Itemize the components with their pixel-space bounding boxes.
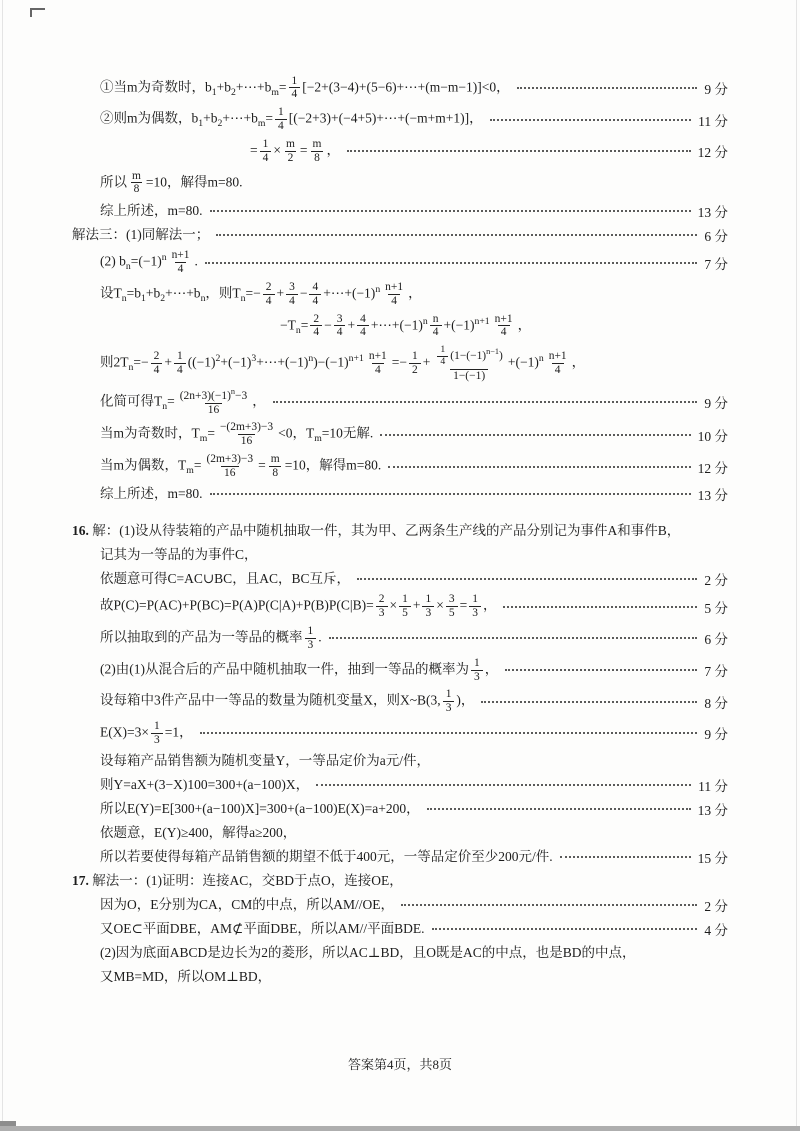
score-mark: 9 分 xyxy=(704,727,728,743)
subscript: n xyxy=(200,293,206,305)
line-content: 记其为一等品的为事件C， xyxy=(100,546,258,562)
line-content: = $\frac{1}{4}$ × $\frac{m}{2}$ = $\frac{m}{8}$ ， xyxy=(250,137,340,164)
fraction: $\frac{1}{3}$ xyxy=(305,625,317,652)
dot-leader xyxy=(316,784,691,786)
dot-leader xyxy=(329,637,698,639)
subscript: m xyxy=(186,465,194,477)
superscript: 3 xyxy=(251,353,257,365)
scan-edge-right xyxy=(796,0,797,1131)
fraction: $\frac{1}{4}$ xyxy=(174,350,186,377)
math-line xyxy=(72,823,728,844)
line-content: 当m为奇数时，$T_m=$ $\frac{-(2m+3)-3}{16}$ <0，$T_m=10$无解. xyxy=(100,421,374,448)
score-mark: 13 分 xyxy=(697,488,728,504)
line-content: 所以若要使得每箱产品销售额的期望不低于400元，一等品定价至少200元/件. xyxy=(100,849,553,865)
dot-leader xyxy=(273,401,698,403)
fraction: $\frac{-(2m+3)-3}{16}$ xyxy=(219,421,274,448)
score-mark: 9 分 xyxy=(704,396,728,412)
subscript: 2 xyxy=(231,86,236,98)
superscript: n xyxy=(308,353,314,365)
score-mark: 2 分 xyxy=(704,572,728,588)
line-content: 所以 $\frac{m}{8}$ =10，解得m=80. xyxy=(100,169,243,196)
fraction: $\frac{4}{4}$ xyxy=(357,313,369,340)
dot-leader xyxy=(401,904,697,906)
fraction: $\frac{1}{3}$ xyxy=(471,657,483,684)
dot-leader xyxy=(216,234,697,236)
line-content: 依题意，E(Y)≥400，解得a≥200， xyxy=(100,825,297,841)
score-mark: 12 分 xyxy=(697,460,728,476)
math-line xyxy=(72,312,728,341)
score-mark: 12 分 xyxy=(697,145,728,161)
question-number: 16. xyxy=(72,522,93,538)
math-line xyxy=(72,248,728,277)
dot-leader xyxy=(380,434,690,436)
score-mark: 13 分 xyxy=(697,803,728,819)
superscript: n+1 xyxy=(348,353,364,365)
fraction: $\frac{n}{4}$ xyxy=(430,313,442,340)
subscript: n xyxy=(121,293,127,305)
fraction: $\frac{1}{3}$ xyxy=(443,688,455,715)
superscript: 2 xyxy=(215,353,221,365)
math-line xyxy=(72,751,728,772)
fraction: $\frac{2}{4}$ xyxy=(151,350,163,377)
superscript: n−1 xyxy=(486,347,500,357)
dot-leader xyxy=(347,150,691,152)
score-mark: 7 分 xyxy=(704,664,728,680)
score-mark: 7 分 xyxy=(704,256,728,272)
subscript: m xyxy=(314,433,322,445)
subscript: m xyxy=(271,86,279,98)
math-line xyxy=(72,967,728,988)
math-line xyxy=(72,484,728,505)
subscript: 1 xyxy=(140,293,146,305)
fraction: $\frac{1}{3}$ xyxy=(469,593,481,620)
fraction: $\frac{3}{5}$ xyxy=(446,593,458,620)
fraction: $\frac{2}{4}$ xyxy=(263,281,275,308)
line-content: 故P(C)=P(AC)+P(BC)=P(A)P(C|A)+P(B)P(C|B)= $\frac{2}{3}$ × $\frac{1}{5}$ + $\frac{1}{3}$ × $\frac{3}{5}$ = $\frac{1}{3}$ ， xyxy=(100,593,497,620)
line-content: 综上所述，m=80. xyxy=(100,202,203,218)
superscript: n xyxy=(230,386,236,396)
subscript: 2 xyxy=(160,293,166,305)
dot-leader xyxy=(503,606,697,608)
fraction: $\frac{2}{4}$ xyxy=(310,313,322,340)
fraction: $\frac{3}{4}$ xyxy=(286,281,298,308)
registration-mark-icon xyxy=(30,8,45,17)
fraction: $\frac{1}{2}$ xyxy=(409,350,421,377)
superscript: n+1 xyxy=(474,315,490,327)
line-content: ①当m为奇数时，$b_1+b_2+\cdots+b_m=$ $\frac{1}{4}$ [−2+(3−4)+(5−6)+⋯+(m−m−1)]<0， xyxy=(100,74,510,101)
score-mark: 6 分 xyxy=(704,228,728,244)
line-content: (2) $b_n=(-1)^n$ $\frac{n+1}{4}$ . xyxy=(100,249,198,276)
fraction: $\frac{1}{4}$ $(1-(-1)^{n-1})$ 1−(−1) xyxy=(432,344,505,383)
math-line xyxy=(72,137,728,166)
dot-leader xyxy=(388,466,690,468)
math-line xyxy=(72,568,728,589)
fraction: $\frac{m}{8}$ xyxy=(270,453,280,479)
math-line xyxy=(72,224,728,245)
dot-leader xyxy=(560,856,691,858)
math-line xyxy=(72,895,728,916)
math-line xyxy=(72,420,728,449)
page-footer: 答案第4页，共8页 xyxy=(347,1057,452,1072)
fraction: $\frac{2}{3}$ xyxy=(376,593,388,620)
line-content: 综上所述，m=80. xyxy=(100,486,203,502)
fraction: $\frac{1}{4}$ xyxy=(437,345,448,368)
math-line xyxy=(72,74,728,103)
superscript: n xyxy=(538,353,544,365)
math-line xyxy=(72,105,728,134)
line-content: 设每箱产品销售额为随机变量Y，一等品定价为a元/件， xyxy=(100,753,430,769)
math-line xyxy=(72,943,728,964)
dot-leader xyxy=(490,119,692,121)
score-mark: 4 分 xyxy=(704,923,728,939)
fraction: $\frac{1}{5}$ xyxy=(399,593,411,620)
subscript: m xyxy=(257,118,266,130)
fraction: $\frac{m}{2}$ xyxy=(285,137,295,164)
math-line xyxy=(72,169,728,198)
score-mark: 13 分 xyxy=(697,204,728,220)
score-mark: 2 分 xyxy=(704,899,728,915)
question-number: 17. xyxy=(72,873,93,889)
subscript: n xyxy=(162,401,168,412)
fraction: $\frac{1}{4}$ xyxy=(260,138,272,165)
line-content: 所以E(Y)=E[300+(a−100)X]=300+(a−100)E(X)=a+200， xyxy=(100,801,420,817)
dot-leader xyxy=(357,578,697,580)
line-content: 17. 解法一：(1)证明：连接AC，交BD于点O，连接OE， xyxy=(72,873,403,889)
fraction: $\frac{1}{4}$ xyxy=(289,75,301,102)
scan-edge-bottom xyxy=(0,1126,800,1131)
line-content: (2)因为底面ABCD是边长为2的菱形，所以AC⊥BD，且O既是AC的中点，也是BD的中点， xyxy=(100,945,636,961)
line-content: 依题意可得C=AC∪BC，且AC，BC互斥， xyxy=(100,570,350,586)
subscript: n xyxy=(128,362,134,374)
line-content: E(X)=3× $\frac{1}{3}$ =1， xyxy=(100,720,193,746)
fraction: $\frac{n+1}{4}$ xyxy=(494,312,513,339)
fraction: $\frac{1}{4}$ xyxy=(275,106,287,133)
score-mark: 10 分 xyxy=(697,428,728,444)
dot-leader xyxy=(200,732,698,734)
dot-leader xyxy=(481,701,697,703)
subscript: n xyxy=(240,293,246,305)
math-line xyxy=(72,919,728,940)
line-content: 解法三：(1)同解法一； xyxy=(72,226,210,242)
line-content: 则Y=aX+(3−X)100=300+(a−100)X， xyxy=(100,777,310,793)
subscript: 1 xyxy=(211,86,217,98)
line-content: 设$T_n=b_1+b_2+\cdots+b_n$，则$T_n=-$ $\frac{2}{4}$ + $\frac{3}{4}$ − $\frac{4}{4}$ $+\cdots+(-1)^n$ $\frac{n+1}{4}$ ， xyxy=(100,280,422,307)
fraction: $\frac{m}{8}$ xyxy=(312,137,322,164)
line-content: 当m为偶数，$T_m=$ $\frac{(2m+3)-3}{16}$ = $\frac{m}{8}$ =10，解得m=80. xyxy=(100,453,382,479)
score-mark: 5 分 xyxy=(704,600,728,616)
dot-leader xyxy=(210,493,691,495)
score-mark: 11 分 xyxy=(698,779,728,795)
subscript: 2 xyxy=(217,118,223,130)
line-content: 16. 解：(1)设从待装箱的产品中随机抽取一件，其为甲、乙两条生产线的产品分别记为事件A和事件B， xyxy=(72,522,681,538)
math-line xyxy=(72,624,728,653)
dot-leader xyxy=(517,87,698,89)
math-line xyxy=(72,520,728,541)
line-content: $-T_n=$ $\frac{2}{4}$ − $\frac{3}{4}$ + $\frac{4}{4}$ $+\cdots+(-1)^n$ $\frac{n}{4}$ $+(-1)^{n+1}$ $\frac{n+1}{4}$ ， xyxy=(280,312,532,339)
dot-leader xyxy=(432,928,698,930)
superscript: n xyxy=(161,252,167,264)
math-line xyxy=(72,452,728,481)
fraction: $\frac{(2n+3)(-1)^n-3}{16}$ xyxy=(179,386,248,416)
dot-leader xyxy=(205,262,698,264)
fraction: $\frac{4}{4}$ xyxy=(309,281,321,308)
subscript: n xyxy=(295,324,301,336)
subscript: n xyxy=(125,261,131,273)
math-line xyxy=(72,343,728,384)
score-mark: 9 分 xyxy=(704,81,728,97)
math-line xyxy=(72,847,728,868)
subscript: 1 xyxy=(198,118,204,130)
math-line xyxy=(72,280,728,309)
dot-leader xyxy=(427,808,691,810)
superscript: n xyxy=(422,315,428,327)
math-line xyxy=(72,799,728,820)
math-line xyxy=(72,719,728,748)
fraction: $\frac{1}{3}$ xyxy=(422,593,434,620)
fraction: $\frac{n+1}{4}$ xyxy=(385,280,404,307)
line-content: 则$2T_n=-$ $\frac{2}{4}$ + $\frac{1}{4}$ $((-1)^2+(-1)^3+\cdots+(-1)^n)-(-1)^{n+1}$ $\frac{n+1}{4}$ =− $\frac{1}{2}$ + $\frac{1}{4}$ $(1-(-1)^{n-1})$ 1−(−1) $+(-1)^n$ $\frac{n+1}{4}$ ， xyxy=(100,344,586,383)
fraction: $\frac{n+1}{4}$ xyxy=(171,249,190,276)
math-line xyxy=(72,200,728,221)
math-line xyxy=(72,775,728,796)
fraction: $\frac{n+1}{4}$ xyxy=(548,350,567,377)
fraction: $\frac{(2m+3)-3}{16}$ xyxy=(206,453,254,479)
superscript: n xyxy=(375,283,381,295)
dot-leader xyxy=(210,210,691,212)
line-content: ②则m为偶数，$b_1+b_2+\cdots+b_m=$ $\frac{1}{4}$ [(−2+3)+(−4+5)+⋯+(−m+m+1)]， xyxy=(100,106,483,133)
line-content: 因为O，E分别为CA，CM的中点，所以AM//OE， xyxy=(100,897,395,913)
line-content: (2)由(1)从混合后的产品中随机抽取一件，抽到一等品的概率为 $\frac{1}{3}$ ， xyxy=(100,656,499,683)
line-content: 又OE⊂平面DBE，AM⊄平面DBE，所以AM//平面BDE. xyxy=(100,921,425,937)
subscript: m xyxy=(199,433,208,445)
answer-lines xyxy=(72,72,728,989)
line-content: 所以抽取到的产品为一等品的概率 $\frac{1}{3}$ . xyxy=(100,625,322,651)
line-content: 又MB=MD，所以OM⊥BD， xyxy=(100,969,272,985)
math-line xyxy=(72,387,728,418)
dot-leader xyxy=(505,669,697,671)
score-mark: 15 分 xyxy=(697,851,728,867)
fraction: $\frac{1}{3}$ xyxy=(151,720,163,747)
math-line xyxy=(72,544,728,565)
math-line xyxy=(72,592,728,621)
line-content: 设每箱中3件产品中一等品的数量为随机变量X，则X~B(3, $\frac{1}{3}$ )， xyxy=(100,688,475,715)
scan-edge-left xyxy=(2,0,3,1131)
fraction: $\frac{m}{8}$ xyxy=(132,169,141,196)
score-mark: 8 分 xyxy=(704,695,728,711)
math-line xyxy=(72,656,728,685)
math-line xyxy=(72,687,728,716)
fraction: $\frac{n+1}{4}$ xyxy=(368,350,387,377)
score-mark: 11 分 xyxy=(698,113,728,129)
math-line xyxy=(72,871,728,892)
line-content: 化简可得$T_n=$ $\frac{(2n+3)(-1)^n-3}{16}$ ， xyxy=(100,386,266,416)
fraction: $\frac{3}{4}$ xyxy=(334,313,346,340)
score-mark: 6 分 xyxy=(704,632,728,648)
